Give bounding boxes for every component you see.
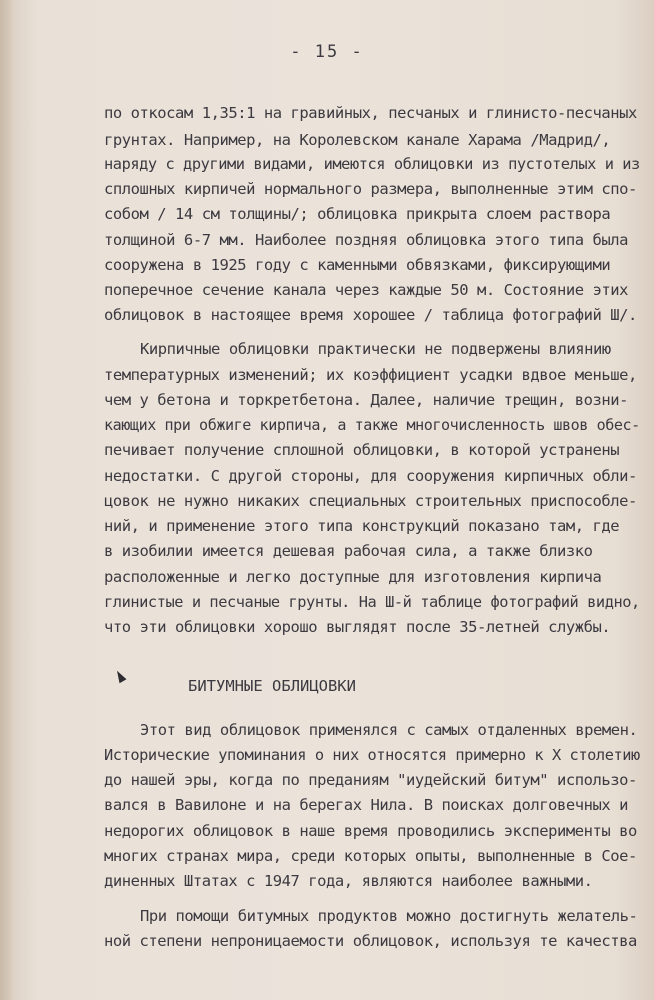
text-line: ной степени непроницаемости облицовок, используя те качества xyxy=(104,932,637,950)
text-line: Кирпичные облицовки практически не подвержены влиянию xyxy=(140,340,611,358)
text-line: Этот вид облицовок применялся с самых отдаленных времен. xyxy=(140,721,638,739)
text-line: до нашей эры, когда по преданиям "иудейский битум" использо- xyxy=(104,771,637,789)
text-line: температурных изменений; их коэффициент усадки вдвое меньше, xyxy=(104,366,637,384)
text-line: облицовок в настоящее время хорошее / таблица фотографий Ш/. xyxy=(104,306,637,324)
text-line: кающих при обжиге кирпича, а также многочисленность швов обес- xyxy=(104,416,640,434)
text-line: собом / 14 см толщины/; облицовка прикрыта слоем раствора xyxy=(104,205,611,223)
text-line: грунтах. Например, на Королевском канале Харама /Мадрид/, xyxy=(104,131,611,149)
text-line: диненных Штатах с 1947 года, являются наиболее важными. xyxy=(104,872,593,890)
text-line: расположенные и легко доступные для изготовления кирпича xyxy=(104,568,602,586)
text-line: толщиной 6-7 мм. Наиболее поздняя облицовка этого типа была xyxy=(104,231,629,249)
section-heading: БИТУМНЫЕ ОБЛИЦОВКИ xyxy=(188,677,356,695)
text-line: наряду с другими видами, имеются облицовки из пустотелых и из xyxy=(104,155,640,173)
page-edge-shadow xyxy=(0,0,14,1000)
page-number: - 15 - xyxy=(290,42,364,62)
text-line: сооружена в 1925 году с каменными обвязками, фиксирующими xyxy=(104,256,611,274)
text-line: Исторические упоминания о них относятся примерно к X столетию xyxy=(104,746,640,764)
text-line: ний, и применение этого типа конструкций показано там, где xyxy=(104,517,620,535)
text-line: многих странах мира, среди которых опыты, выполненные в Сое- xyxy=(104,847,637,865)
text-line: печивает получение сплошной облицовки, в которой устранены xyxy=(104,441,620,459)
text-line: недостатки. С другой стороны, для сооружения кирпичных обли- xyxy=(104,467,637,485)
text-line: в изобилии имеется дешевая рабочая сила, а также близко xyxy=(104,542,593,560)
text-line: глинистые и песчаные грунты. На Ш-й таблице фотографий видно, xyxy=(104,593,640,611)
text-line: недорогих облицовок в наше время проводились эксперименты во xyxy=(104,822,637,840)
mouse-pointer-icon xyxy=(114,669,127,683)
text-line: вался в Вавилоне и на берегах Нила. В поисках долговечных и xyxy=(104,796,629,814)
text-line: цовок не нужно никаких специальных строительных приспособле- xyxy=(104,492,637,510)
text-line: что эти облицовки хорошо выглядят после 35-летней службы. xyxy=(104,618,611,636)
text-line: по откосам 1,35:1 на гравийных, песчаных и глинисто-песчаных xyxy=(104,104,637,122)
text-line: сплошных кирпичей нормального размера, выполненные этим спо- xyxy=(104,180,637,198)
text-line: поперечное сечение канала через каждые 50 м. Состояние этих xyxy=(104,281,629,299)
text-line: При помощи битумных продуктов можно достигнуть желатель- xyxy=(140,907,638,925)
text-line: чем у бетона и торкретбетона. Далее, наличие трещин, возни- xyxy=(104,391,629,409)
